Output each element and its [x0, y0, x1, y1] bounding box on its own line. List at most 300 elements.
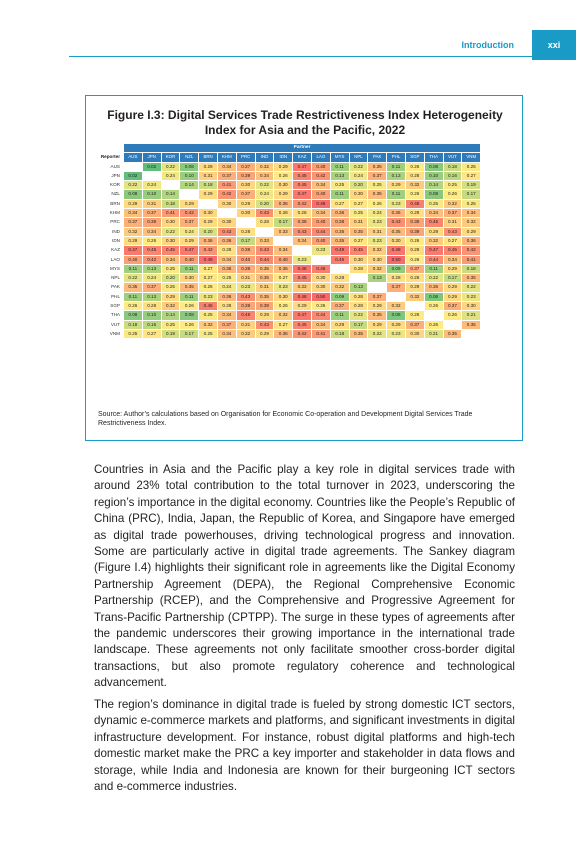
heatmap-cell: 0.42: [293, 199, 312, 208]
heatmap-cell: 0.11: [330, 190, 349, 199]
heatmap-cell: 0.37: [368, 292, 387, 301]
heatmap-cell: 0.41: [217, 181, 236, 190]
heatmap-cell: 0.17: [462, 190, 481, 199]
page-number-tab: [532, 30, 576, 60]
row-label: THA: [95, 311, 124, 320]
heatmap-cell: 0.02: [124, 171, 143, 180]
heatmap-cell: 0.27: [330, 199, 349, 208]
heatmap-cell: 0.37: [180, 218, 199, 227]
heatmap-row: [95, 283, 481, 292]
heatmap-cell: 0.17: [180, 329, 199, 338]
heatmap-cell: 0.26: [424, 302, 443, 311]
heatmap-cell: 0.28: [349, 302, 368, 311]
heatmap-cell: 0.43: [255, 246, 274, 255]
heatmap-row: [95, 292, 481, 301]
heatmap-cell: 0.46: [330, 255, 349, 264]
running-head: Introduction: [461, 40, 514, 50]
heatmap-row: [95, 302, 481, 311]
heatmap-cell: 0.14: [161, 190, 180, 199]
heatmap-cell: 0.29: [199, 190, 218, 199]
heatmap-cell: 0.30: [199, 209, 218, 218]
heatmap-cell: 0.36: [274, 329, 293, 338]
column-label: IDN: [274, 153, 293, 162]
heatmap-cell: 0.34: [217, 311, 236, 320]
heatmap-cell: 0.37: [142, 209, 161, 218]
heatmap-cell: 0.37: [405, 264, 424, 273]
heatmap-cell: 0.50: [387, 255, 406, 264]
figure-source: Source: Author’s calculations based on Organisation for Economic Co-operation and Development Digital Services Trade Restrictiveness Index.: [98, 411, 473, 427]
heatmap-cell: 0.26: [424, 320, 443, 329]
heatmap-cell: 0.08: [180, 311, 199, 320]
heatmap-cell: 0.25: [330, 181, 349, 190]
heatmap-cell: 0.19: [161, 329, 180, 338]
heatmap-cell: 0.47: [180, 246, 199, 255]
heatmap-cell: 0.40: [311, 236, 330, 245]
heatmap-cell: 0.29: [161, 292, 180, 301]
heatmap-cell: 0.31: [236, 320, 255, 329]
heatmap-cell: 0.48: [293, 292, 312, 301]
heatmap-cell: 0.30: [274, 181, 293, 190]
heatmap-cell: [462, 329, 481, 338]
heatmap-cell: 0.30: [217, 218, 236, 227]
heatmap-cell: [124, 162, 143, 171]
heatmap-cell: 0.09: [387, 264, 406, 273]
heatmap-cell: 0.23: [311, 246, 330, 255]
heatmap-cell: 0.24: [142, 274, 161, 283]
heatmap-cell: 0.30: [462, 302, 481, 311]
heatmap-cell: 0.32: [236, 329, 255, 338]
heatmap-cell: [217, 209, 236, 218]
heatmap-cell: 0.29: [405, 283, 424, 292]
heatmap-cell: 0.33: [274, 227, 293, 236]
heatmap-cell: 0.24: [349, 171, 368, 180]
heatmap-cell: 0.30: [236, 209, 255, 218]
heatmap-cell: 0.25: [161, 264, 180, 273]
heatmap-cell: 0.41: [161, 209, 180, 218]
heatmap-cell: 0.31: [236, 274, 255, 283]
heatmap-cell: 0.17: [236, 236, 255, 245]
partner-axis-label: Partner: [124, 144, 481, 153]
heatmap-cell: 0.29: [124, 236, 143, 245]
heatmap-cell: 0.24: [142, 181, 161, 190]
heatmap-cell: 0.06: [387, 311, 406, 320]
heatmap-cell: 0.32: [405, 292, 424, 301]
heatmap-cell: 0.25: [349, 209, 368, 218]
heatmap-cell: 0.29: [443, 264, 462, 273]
heatmap-cell: 0.30: [311, 283, 330, 292]
heatmap-cell: 0.20: [199, 227, 218, 236]
heatmap-cell: 0.28: [236, 227, 255, 236]
heatmap-cell: 0.30: [368, 255, 387, 264]
heatmap-cell: 0.11: [124, 264, 143, 273]
heatmap-cell: 0.35: [124, 283, 143, 292]
heatmap-cell: 0.10: [180, 171, 199, 180]
heatmap-cell: 0.32: [368, 246, 387, 255]
heatmap-cell: 0.23: [274, 283, 293, 292]
row-label: VNM: [95, 329, 124, 338]
row-label: LAO: [95, 255, 124, 264]
heatmap-cell: 0.22: [255, 181, 274, 190]
heatmap-cell: 0.11: [424, 264, 443, 273]
heatmap-cell: 0.34: [255, 171, 274, 180]
heatmap-cell: 0.36: [274, 199, 293, 208]
heatmap-cell: 0.23: [199, 292, 218, 301]
heatmap-cell: 0.37: [236, 162, 255, 171]
heatmap-cell: 0.37: [236, 190, 255, 199]
heatmap-cell: 0.30: [405, 329, 424, 338]
heatmap-cell: 0.44: [311, 227, 330, 236]
heatmap-table: [94, 143, 481, 339]
heatmap-cell: 0.43: [293, 227, 312, 236]
heatmap-cell: 0.29: [274, 162, 293, 171]
heatmap-cell: 0.30: [180, 274, 199, 283]
row-label: PRC: [95, 218, 124, 227]
heatmap-cell: 0.45: [142, 246, 161, 255]
heatmap-cell: 0.29: [368, 302, 387, 311]
heatmap-cell: 0.41: [311, 329, 330, 338]
heatmap-cell: 0.29: [199, 218, 218, 227]
heatmap-cell: [180, 190, 199, 199]
column-label: VUT: [443, 153, 462, 162]
heatmap-cell: 0.20: [161, 274, 180, 283]
heatmap-cell: 0.02: [142, 162, 161, 171]
heatmap-cell: 0.21: [462, 311, 481, 320]
column-label: IND: [255, 153, 274, 162]
heatmap-cell: 0.31: [255, 283, 274, 292]
heatmap-cell: 0.45: [424, 218, 443, 227]
heatmap-cell: 0.40: [180, 255, 199, 264]
row-label: BRN: [95, 199, 124, 208]
heatmap-cell: 0.08: [424, 162, 443, 171]
heatmap-cell: 0.40: [274, 255, 293, 264]
heatmap-cell: 0.24: [161, 171, 180, 180]
heatmap-cell: [387, 292, 406, 301]
heatmap-cell: 0.34: [293, 236, 312, 245]
body-paragraph-1: Countries in Asia and the Pacific play a key role in digital services trade with around 23% total contribution to the total turnover in 2023, underscoring the region’s importance in the digital economy. Countries like the People’s Republic of China (PRC), India, Japan, the Republic of Korea, and Singapore have emerged as digital trade powerhouses, driving technological progress and innovation. Some are particularly active in digital trade agreements. The Sankey diagram (Figure I.4) highlights their significant role in agreements like the Digital Economy Partnership Agreement (DEPA), the Regional Comprehensive Economic Partnership (RCEP), and the Comprehensive and Progressive Agreement for Trans-Pacific Partnership (CPTPP). The surge in these types of agreements after the pandemic underscores their growing importance in the international trade landscape. These agreements not only facilitate smoother cross-border digital transactions, but also promote regulatory coherence and technological advancement.: [94, 463, 515, 690]
heatmap-cell: 0.26: [405, 236, 424, 245]
heatmap-cell: 0.18: [443, 162, 462, 171]
heatmap-cell: 0.16: [443, 171, 462, 180]
heatmap-cell: 0.44: [424, 255, 443, 264]
heatmap-cell: 0.34: [311, 320, 330, 329]
heatmap-cell: 0.28: [330, 274, 349, 283]
body-paragraph-2: The region’s dominance in digital trade is fueled by strong domestic ICT sectors, dynamic e-commerce markets and platforms, and significant investments in digital infrastructure development. For instance, robust digital platforms and high-tech domestic market make the PRC a key importer and stakeholder in data flows and storage, while India and Indonesia are known for their burgeoning ICT sectors and e-commerce industries.: [94, 698, 515, 794]
column-label: MYS: [330, 153, 349, 162]
heatmap-cell: 0.31: [349, 218, 368, 227]
heatmap-cell: 0.46: [311, 264, 330, 273]
heatmap-cell: [274, 236, 293, 245]
column-label: THA: [424, 153, 443, 162]
heatmap-cell: 0.10: [142, 311, 161, 320]
heatmap-cell: 0.28: [293, 209, 312, 218]
heatmap-cell: 0.23: [387, 329, 406, 338]
heatmap-cell: 0.25: [161, 283, 180, 292]
heatmap-cell: 0.39: [255, 302, 274, 311]
heatmap-cell: 0.26: [311, 302, 330, 311]
heatmap-cell: [443, 320, 462, 329]
heatmap-cell: 0.37: [368, 171, 387, 180]
heatmap-cell: 0.35: [462, 274, 481, 283]
heatmap-cell: 0.28: [274, 209, 293, 218]
heatmap-cell: 0.47: [124, 246, 143, 255]
heatmap-cell: 0.50: [311, 292, 330, 301]
heatmap-cell: 0.18: [330, 329, 349, 338]
heatmap-cell: 0.35: [443, 329, 462, 338]
heatmap-cell: 0.06: [424, 292, 443, 301]
heatmap-cell: 0.39: [236, 171, 255, 180]
heatmap-cell: 0.40: [236, 255, 255, 264]
row-label: MYS: [95, 264, 124, 273]
heatmap-cell: 0.43: [387, 218, 406, 227]
heatmap-row: [95, 209, 481, 218]
heatmap-cell: 0.30: [161, 236, 180, 245]
heatmap-cell: 0.08: [424, 190, 443, 199]
heatmap-cell: 0.43: [255, 320, 274, 329]
heatmap-cell: 0.37: [217, 320, 236, 329]
heatmap-cell: 0.26: [124, 302, 143, 311]
heatmap-cell: 0.37: [142, 283, 161, 292]
heatmap-row: [95, 246, 481, 255]
heatmap-cell: 0.28: [405, 209, 424, 218]
column-label: KHM: [217, 153, 236, 162]
heatmap-row: [95, 199, 481, 208]
heatmap-cell: 0.29: [255, 311, 274, 320]
heatmap-cell: 0.26: [405, 255, 424, 264]
heatmap-cell: 0.34: [424, 209, 443, 218]
heatmap-cell: 0.43: [236, 292, 255, 301]
heatmap-cell: 0.26: [443, 311, 462, 320]
heatmap-cell: 0.26: [274, 302, 293, 311]
heatmap-cell: 0.29: [462, 227, 481, 236]
heatmap-cell: 0.36: [217, 236, 236, 245]
heatmap-cell: 0.11: [330, 162, 349, 171]
column-label: KAZ: [293, 153, 312, 162]
heatmap-cell: 0.37: [387, 283, 406, 292]
heatmap-cell: 0.37: [405, 320, 424, 329]
heatmap-cell: 0.46: [199, 302, 218, 311]
heatmap-cell: 0.17: [349, 320, 368, 329]
heatmap-cell: 0.38: [236, 246, 255, 255]
row-label: KOR: [95, 181, 124, 190]
row-label: SGP: [95, 302, 124, 311]
heatmap-cell: 0.18: [462, 264, 481, 273]
heatmap-cell: 0.28: [142, 302, 161, 311]
heatmap-cell: 0.32: [274, 311, 293, 320]
heatmap-cell: 0.43: [443, 227, 462, 236]
heatmap-cell: 0.24: [368, 209, 387, 218]
heatmap-cell: 0.40: [124, 255, 143, 264]
heatmap-cell: 0.23: [368, 218, 387, 227]
heatmap-cell: 0.32: [387, 302, 406, 311]
heatmap-cell: 0.30: [387, 236, 406, 245]
heatmap-cell: 0.27: [199, 264, 218, 273]
heatmap-cell: 0.44: [255, 255, 274, 264]
heatmap-cell: 0.34: [311, 209, 330, 218]
heatmap-cell: 0.30: [236, 181, 255, 190]
column-label: PRC: [236, 153, 255, 162]
heatmap-cell: 0.45: [443, 246, 462, 255]
heatmap-cell: 0.11: [124, 292, 143, 301]
heatmap-cell: 0.14: [424, 181, 443, 190]
heatmap-cell: 0.25: [217, 274, 236, 283]
heatmap-cell: 0.37: [443, 302, 462, 311]
heatmap-cell: 0.11: [180, 264, 199, 273]
heatmap-cell: 0.35: [255, 264, 274, 273]
heatmap-row: [95, 171, 481, 180]
heatmap-cell: 0.30: [217, 199, 236, 208]
heatmap-cell: 0.30: [349, 190, 368, 199]
heatmap-cell: 0.34: [217, 162, 236, 171]
heatmap-cell: 0.35: [387, 227, 406, 236]
heatmap-cell: 0.42: [217, 190, 236, 199]
heatmap-cell: 0.34: [161, 255, 180, 264]
heatmap-cell: 0.32: [199, 320, 218, 329]
row-label: PHL: [95, 292, 124, 301]
figure-title: Figure I.3: Digital Services Trade Restrictiveness Index Heterogeneity Index for Asia and the Pacific, 2022: [107, 108, 503, 137]
heatmap-cell: 0.35: [180, 283, 199, 292]
heatmap-cell: 0.28: [217, 302, 236, 311]
reporter-axis-label: Reporter: [95, 153, 124, 162]
heatmap-cell: 0.09: [330, 292, 349, 301]
heatmap-cell: 0.45: [293, 171, 312, 180]
heatmap-cell: 0.23: [368, 236, 387, 245]
heatmap-cell: 0.35: [330, 236, 349, 245]
heatmap-cell: 0.23: [387, 199, 406, 208]
heatmap-cell: 0.22: [161, 162, 180, 171]
heatmap-cell: 0.10: [142, 190, 161, 199]
heatmap-cell: 0.28: [349, 292, 368, 301]
heatmap-cell: 0.13: [349, 283, 368, 292]
heatmap-cell: 0.29: [180, 236, 199, 245]
heatmap-cell: 0.35: [255, 274, 274, 283]
heatmap-cell: 0.16: [142, 320, 161, 329]
heatmap-row: [95, 255, 481, 264]
heatmap-cell: 0.22: [368, 329, 387, 338]
heatmap-cell: 0.13: [142, 264, 161, 273]
column-label: PHL: [387, 153, 406, 162]
row-label: NPL: [95, 274, 124, 283]
heatmap-cell: 0.22: [424, 274, 443, 283]
heatmap-cell: 0.26: [142, 236, 161, 245]
heatmap-cell: 0.41: [462, 255, 481, 264]
heatmap-cell: 0.25: [462, 199, 481, 208]
heatmap-cell: 0.29: [236, 199, 255, 208]
heatmap-cell: 0.32: [124, 227, 143, 236]
corner-cell: [95, 144, 124, 153]
heatmap-cell: 0.45: [293, 181, 312, 190]
heatmap-cell: 0.28: [349, 264, 368, 273]
heatmap-cell: 0.35: [349, 329, 368, 338]
heatmap-cell: 0.37: [217, 171, 236, 180]
heatmap-cell: 0.18: [161, 199, 180, 208]
heatmap-cell: 0.27: [142, 329, 161, 338]
heatmap-row: [95, 329, 481, 338]
heatmap-cell: 0.47: [293, 162, 312, 171]
heatmap-cell: 0.27: [274, 274, 293, 283]
heatmap-cell: 0.11: [387, 190, 406, 199]
heatmap-cell: 0.22: [349, 311, 368, 320]
heatmap-cell: 0.20: [349, 181, 368, 190]
heatmap-cell: 0.32: [161, 302, 180, 311]
heatmap-cell: 0.34: [142, 227, 161, 236]
heatmap-cell: 0.25: [199, 329, 218, 338]
heatmap-cell: 0.44: [311, 311, 330, 320]
heatmap-cell: 0.39: [142, 218, 161, 227]
heatmap-cell: 0.36: [217, 292, 236, 301]
heatmap-cell: [236, 218, 255, 227]
heatmap-cell: 0.29: [293, 302, 312, 311]
column-label: PAK: [368, 153, 387, 162]
heatmap-cell: 0.47: [293, 190, 312, 199]
heatmap-cell: 0.21: [424, 329, 443, 338]
heatmap-cell: 0.27: [462, 171, 481, 180]
heatmap-cell: 0.17: [443, 274, 462, 283]
column-label: NZL: [180, 153, 199, 162]
heatmap-cell: 0.10: [424, 171, 443, 180]
heatmap-cell: 0.36: [330, 209, 349, 218]
row-label: NZL: [95, 190, 124, 199]
heatmap-cell: 0.37: [330, 302, 349, 311]
column-label: SGP: [405, 153, 424, 162]
header-rule: [69, 56, 532, 57]
heatmap-row: [95, 320, 481, 329]
heatmap-cell: 0.46: [405, 199, 424, 208]
heatmap-cell: 0.29: [387, 181, 406, 190]
heatmap-cell: 0.42: [293, 329, 312, 338]
column-label: BRN: [199, 153, 218, 162]
heatmap-cell: 0.11: [330, 311, 349, 320]
column-label: LAO: [311, 153, 330, 162]
heatmap-cell: 0.35: [368, 162, 387, 171]
heatmap-cell: 0.08: [124, 190, 143, 199]
heatmap-row: [95, 236, 481, 245]
heatmap-cell: 0.32: [368, 264, 387, 273]
heatmap-cell: 0.25: [368, 181, 387, 190]
column-label: NPL: [349, 153, 368, 162]
heatmap-cell: 0.25: [199, 311, 218, 320]
heatmap-cell: 0.27: [443, 236, 462, 245]
heatmap-cell: 0.31: [199, 171, 218, 180]
heatmap-cell: 0.23: [462, 292, 481, 301]
heatmap-cell: 0.31: [443, 218, 462, 227]
heatmap-cell: 0.26: [199, 283, 218, 292]
heatmap-cell: 0.32: [424, 236, 443, 245]
heatmap-cell: 0.19: [462, 181, 481, 190]
heatmap-cell: 0.08: [180, 162, 199, 171]
heatmap-row: [95, 227, 481, 236]
heatmap-cell: 0.42: [311, 171, 330, 180]
heatmap-cell: 0.29: [424, 227, 443, 236]
heatmap-cell: 0.29: [405, 246, 424, 255]
heatmap-cell: 0.32: [293, 283, 312, 292]
heatmap-row: [95, 218, 481, 227]
heatmap-cell: 0.39: [236, 302, 255, 311]
heatmap-cell: 0.30: [274, 292, 293, 301]
column-label: JPN: [142, 153, 161, 162]
heatmap-cell: 0.11: [180, 292, 199, 301]
heatmap-cell: 0.26: [405, 190, 424, 199]
heatmap-row: [95, 311, 481, 320]
heatmap-cell: 0.31: [142, 199, 161, 208]
heatmap-cell: 0.22: [124, 274, 143, 283]
heatmap-cell: 0.24: [255, 190, 274, 199]
column-label: KOR: [161, 153, 180, 162]
heatmap-row: [95, 181, 481, 190]
heatmap-cell: 0.47: [293, 311, 312, 320]
heatmap-cell: 0.24: [180, 227, 199, 236]
heatmap-cell: 0.30: [311, 274, 330, 283]
heatmap-cell: 0.29: [274, 190, 293, 199]
